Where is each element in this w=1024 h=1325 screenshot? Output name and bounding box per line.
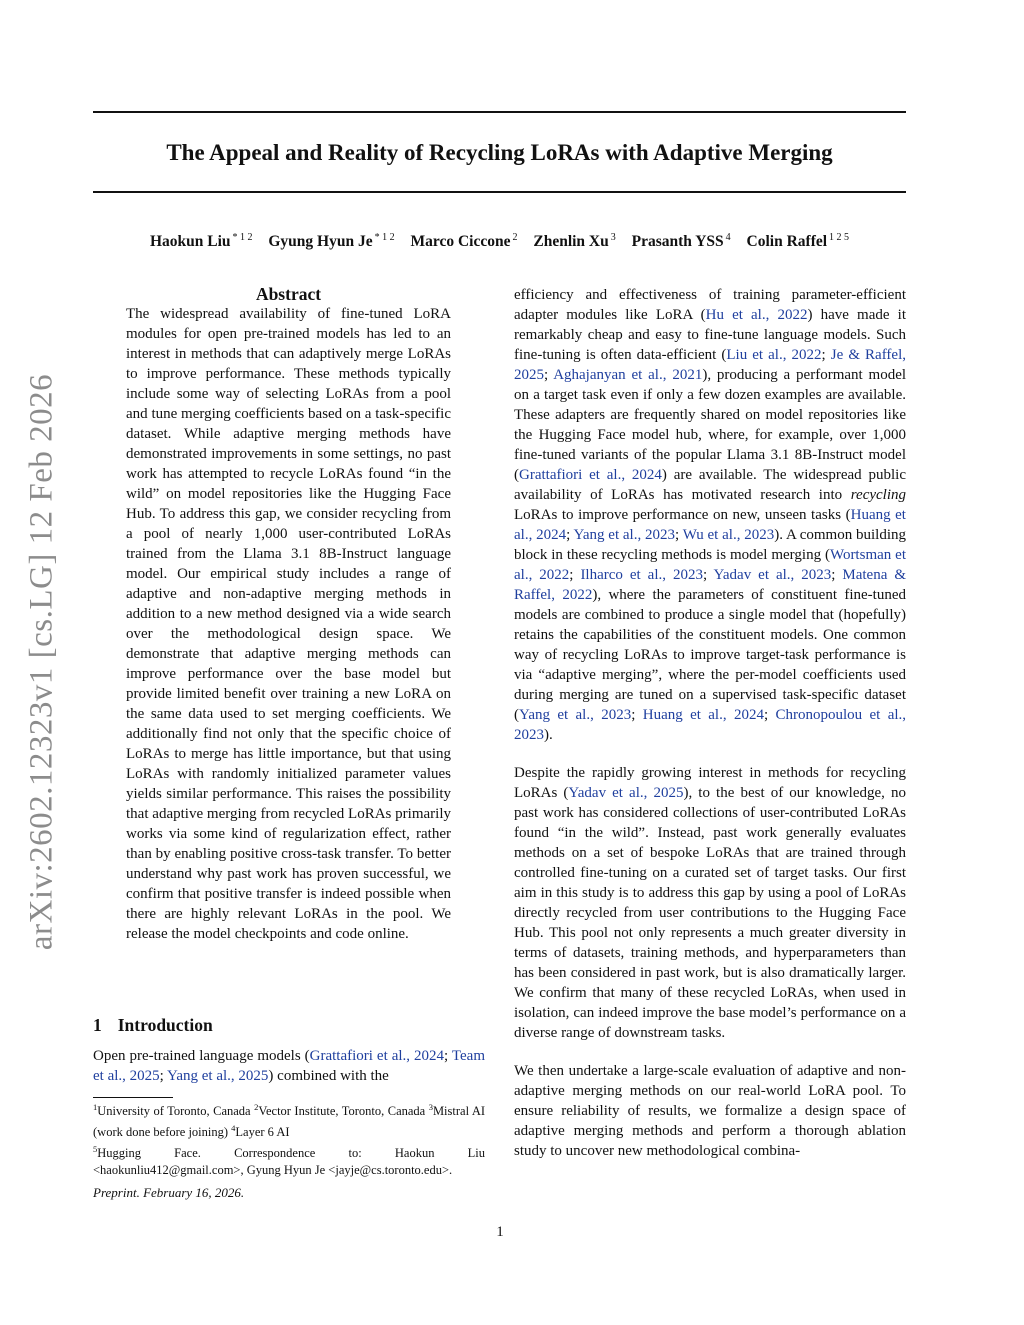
footnote-marker: 4	[231, 1123, 236, 1133]
intro-paragraph-2	[514, 285, 906, 745]
section-heading-introduction	[93, 1014, 485, 1036]
citation-link[interactable]: Huang et al., 2024	[514, 507, 906, 543]
text-run: ), where the parameters of constituent fine-tuned models are combined to produce a single model that (hopefully) retains the capabilities of the constituent models. One common way of recycling LoRAs to improve target-task performance is via “adaptive merging”, where the per-model coefficients used during merging are tuned on a supervised task-specific dataset (	[514, 587, 906, 723]
text-run: ), producing a performant model on a target task even if only a few dozen examples are available. These adapters are frequently shared on model repositories like the Hugging Face model hub, where, for example, over 1,000 fine-tuned variants of the popular Llama 3.1 8B-Instruct model (	[514, 367, 907, 483]
emphasis: recycling	[850, 487, 906, 503]
text-run: ). A common building block in these recycling methods is model merging (	[514, 527, 907, 563]
footnote-marker: 5	[93, 1144, 98, 1154]
text-run: ;	[566, 527, 574, 543]
citation-link[interactable]: Matena & Raffel, 2022	[514, 567, 907, 603]
affiliation: University of Toronto, Canada	[97, 1104, 255, 1118]
author	[747, 233, 850, 250]
citation-link[interactable]: Grattafiori et al., 2024	[519, 467, 662, 483]
author	[150, 233, 253, 250]
footnote-marker: 1	[93, 1102, 98, 1112]
text-run: efficiency and effectiveness of training parameter-efficient adapter modules like LoRA (	[514, 287, 906, 323]
author-affiliation: 3	[610, 232, 616, 243]
affiliation: Layer 6 AI	[235, 1125, 290, 1139]
citation-link[interactable]: Wu et al., 2023	[682, 527, 775, 543]
text-run: ) are available. The widespread public availability of LoRAs has motivated research into	[514, 467, 906, 503]
author-list	[93, 227, 906, 253]
citation-link[interactable]: Aghajanyan et al., 2021	[553, 367, 703, 383]
citation-link[interactable]: Yadav et al., 2023	[713, 567, 832, 583]
title-rule-bottom	[93, 191, 906, 193]
author-name: Zhenlin Xu	[533, 233, 609, 250]
author-affiliation: 4	[725, 232, 731, 243]
author-name: Colin Raffel	[746, 233, 828, 250]
author-name: Prasanth YSS	[631, 233, 724, 250]
text-run: ;	[675, 527, 683, 543]
affiliation: Vector Institute, Toronto, Canada	[258, 1104, 429, 1118]
abstract-heading: Abstract	[255, 284, 322, 304]
section-number: 1	[93, 1015, 102, 1035]
right-column	[514, 285, 906, 1179]
citation-link[interactable]: Yang et al., 2023	[519, 707, 632, 723]
affiliation: Hugging Face. Correspondence to: Haokun Liu <haokunliu412@gmail.com>, Gyung Hyun Je <jayje@cs.toronto.edu>.	[93, 1146, 485, 1177]
author-name: Gyung Hyun Je	[268, 233, 373, 250]
author	[410, 233, 517, 250]
author-affiliation: 2	[512, 232, 518, 243]
footnote-marker: 2	[254, 1102, 259, 1112]
citation-link[interactable]: Yang et al., 2023	[573, 527, 675, 543]
text-run: ), to the best of our knowledge, no past work has considered collections of user-contributed LoRAs found “in the wild”. Instead, past work generally evaluates methods on a set of bespoke LoRAs that are trained through controlled fine-tuning on a curated set of target tasks. Our first aim in this study is to address this gap by using a pool of LoRAs directly recycled from user contributions to the Hugging Face Hub. This pool not only represents a much greater diversity in terms of datasets, training methods, and hyperparameters than has been considered in past work, but is also dramatically larger. We confirm that many of these recycled LoRAs, when used in isolation, can indeed improve the base model’s performance on a diverse range of downstream tasks.	[514, 785, 906, 1041]
text-run: ) have made it remarkably cheap and easy to fine-tune language models. Such fine-tuning is often data-efficient (	[514, 307, 906, 363]
footnote-marker: 3	[428, 1102, 433, 1112]
author-name: Haokun Liu	[149, 233, 231, 250]
title-rule-top	[93, 111, 906, 113]
citation-link[interactable]: Liu et al., 2022	[726, 347, 822, 363]
text-run: ;	[544, 367, 554, 383]
arxiv-identifier: arXiv:2602.12323v1 [cs.LG] 12 Feb 2026	[23, 373, 60, 951]
citation-link[interactable]: Huang et al., 2024	[642, 707, 764, 723]
preprint-date: Preprint. February 16, 2026.	[93, 1185, 245, 1200]
citation-link[interactable]: Je & Raffel, 2025	[514, 347, 906, 383]
affiliation: Mistral AI (work done before joining)	[93, 1104, 486, 1139]
section-title: Introduction	[117, 1015, 213, 1035]
author-name: Marco Ciccone	[410, 233, 511, 250]
intro-paragraph-4: We then undertake a large-scale evaluation of adaptive and non-adaptive merging methods on our real-world LoRA pool. To ensure reliability of results, we formalize a design space of adaptive merging methods and perform a thorough ablation study to uncover new methodological combina-	[514, 1063, 906, 1159]
citation-link[interactable]: Wortsman et al., 2022	[514, 547, 907, 583]
text-run: ).	[544, 727, 553, 743]
author	[632, 233, 731, 250]
text-run: ;	[831, 567, 843, 583]
citation-link[interactable]: Ilharco et al., 2023	[580, 567, 703, 583]
text-run: ) combined with the	[268, 1068, 389, 1084]
text-run: ;	[159, 1068, 168, 1084]
page-number: 1	[496, 1224, 504, 1240]
citation-link[interactable]: Chronopoulou et al., 2023	[514, 707, 907, 743]
text-run: ;	[763, 707, 776, 723]
intro-paragraph-1	[93, 1046, 485, 1086]
text-run: ;	[569, 567, 581, 583]
abstract-text: The widespread availability of fine-tuned LoRA modules for open pre-trained models has led to an interest in methods that can adaptively merge LoRAs to improve performance. These methods typically include some way of selecting LoRAs from a pool and tune merging coefficients based on a task-specific dataset. While adaptive merging methods have demonstrated improvements in some settings, no past work has attempted to recycle LoRAs found “in the wild” on model repositories like the Hugging Face Hub. To address this gap, we consider recycling from a pool of nearly 1,000 user-contributed LoRAs trained from the Llama 3.1 8B-Instruct language model. Our empirical study includes a range of adaptive and non-adaptive merging methods in addition to a new method designed via a wide search over the methodological design space. We demonstrate that adaptive merging methods can improve performance over the base model but provide limited benefit over training a new LoRA on the same data used to set merging coefficients. We additionally find not only that the specific choice of LoRAs to merge has little importance, but that using LoRAs with randomly initialized parameter values yields similar performance. This raises the possibility that adaptive merging from recycled LoRAs primarily works via some kind of regularization effect, rather than by enabling positive cross-task transfer. To better understand why past work has proven successful, we confirm that positive transfer is indeed possible when there are highly relevant LoRAs in the pool. We release the model checkpoints and code online.	[126, 306, 451, 942]
author-affiliation: 1 2 5	[829, 232, 850, 243]
author-affiliation: * 1 2	[232, 232, 253, 243]
citation-link[interactable]: Hu et al., 2022	[705, 307, 808, 323]
text-run: ;	[821, 347, 831, 363]
citation-link[interactable]: Team et al., 2025	[93, 1048, 485, 1084]
affiliations-footnote	[93, 1099, 485, 1179]
author	[533, 233, 615, 250]
citation-link[interactable]: Grattafiori et al., 2024	[309, 1048, 445, 1064]
text-run: ;	[631, 707, 643, 723]
text-run: Open pre-trained language models (	[93, 1048, 310, 1064]
paper-title: The Appeal and Reality of Recycling LoRAs with Adaptive Merging	[166, 140, 833, 165]
footnote-rule	[93, 1097, 173, 1098]
text-run: ;	[702, 567, 714, 583]
author-affiliation: * 1 2	[374, 232, 395, 243]
intro-paragraph-3	[514, 763, 906, 1043]
text-run: LoRAs to improve performance on new, unseen tasks (	[514, 507, 851, 523]
text-run: Despite the rapidly growing interest in methods for recycling LoRAs (	[514, 765, 906, 801]
text-run: ;	[444, 1048, 452, 1064]
author	[268, 233, 394, 250]
citation-link[interactable]: Yang et al., 2025	[167, 1068, 269, 1084]
citation-link[interactable]: Yadav et al., 2025	[568, 785, 684, 801]
